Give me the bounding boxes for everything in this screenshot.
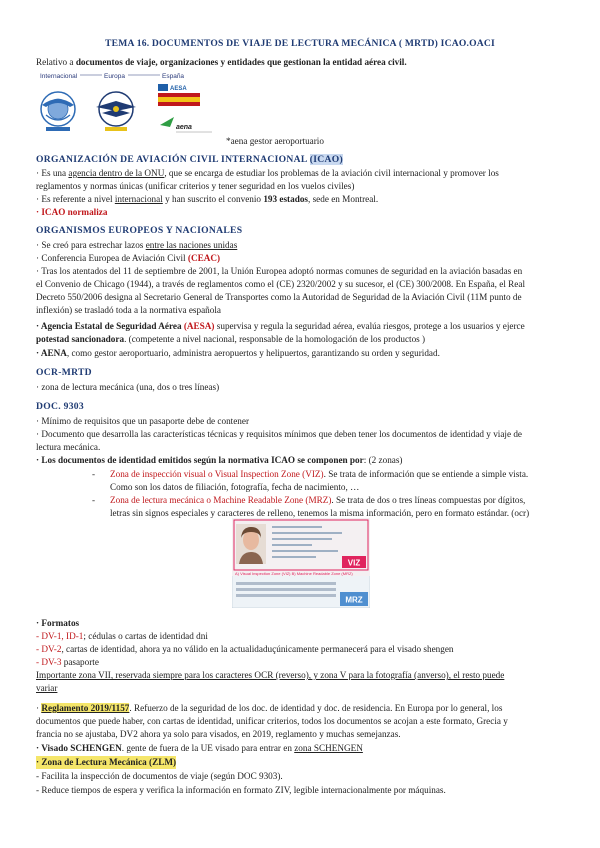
aena-logo-icon: [160, 117, 212, 132]
f2-red: - DV-2: [36, 644, 62, 654]
europa-l7-rest: supervisa y regula la seguridad aérea, evalúa riesgos, protege a los usuarios y ejerce: [214, 321, 525, 331]
ocr-l1: · zona de lectura mecánica (una, dos o tres líneas): [36, 382, 220, 392]
aena-caption: *aena gestor aeroportuario: [226, 136, 324, 146]
europa-l2-a: · Conferencia Europea de Aviación Civil: [36, 253, 188, 263]
reglamento-r2: documentos que puede haber, con cartas de identidad, unificar criterios, todos los documentos se acojan a este formato, Grecia y: [36, 716, 508, 726]
label-espana: España: [162, 73, 185, 80]
oaci-p1-b: , que se encarga de estudiar los problemas de la aviación civil internacional y promover los: [164, 168, 499, 178]
europa-l1-u: entre las naciones unidas: [145, 240, 238, 250]
europa-l6: inflexión) se trasladó toda a la normativa española: [36, 305, 221, 315]
id-card-image: [232, 518, 370, 608]
europa-l3: · Tras los atentados del 11 de septiembre de 2001, la Unión Europea adoptó normas comunes de seguridad en la aviación basadas en: [36, 266, 523, 276]
europa-l1: [36, 239, 237, 252]
viz-red: Zona de inspección visual o Visual Inspection Zone (VIZ): [110, 469, 324, 479]
ecac-logo-icon: [96, 92, 136, 131]
europa-l9-rest: , como gestor aeroportuario, administra aeropuertos y helipuertos, garantizando su orden y seguridad.: [66, 348, 440, 358]
intro-line: [36, 56, 407, 69]
formatos-f1: [36, 630, 208, 643]
ocr-heading: OCR-MRTD: [36, 367, 92, 378]
europa-l9: [36, 347, 440, 360]
oaci-heading-text: ORGANIZACIÓN DE AVIACIÓN CIVIL INTERNACIONAL: [36, 154, 308, 165]
oaci-p2: [36, 193, 378, 206]
viz-rest: . Se trata de información que se entiende a simple vista.: [323, 469, 529, 479]
oaci-p1-c: reglamentos y normas únicas (unificar criterios y tener seguridad en los vuelos civiles): [36, 181, 355, 191]
label-internacional: Internacional: [40, 73, 78, 80]
intro-bold: documentos de viaje, organizaciones y entidades que gestionan la entidad aérea civil.: [75, 57, 407, 67]
r1-bold: Reglamento 2019/1157: [41, 703, 130, 713]
europa-l2-tag: (CEAC): [187, 253, 221, 263]
oaci-p2-bold: 193 estados: [263, 194, 308, 204]
doc-heading: DOC. 9303: [36, 401, 85, 412]
r4-rest: . gente de fuera de la UE visado para entrar en: [121, 743, 295, 753]
oaci-p2-a: · Es referente a nivel: [36, 194, 115, 204]
aesa-logo-icon: [158, 84, 200, 106]
oaci-p2-u: internacional: [114, 194, 163, 204]
organization-logos: [36, 71, 336, 151]
mrz-dash: -: [92, 495, 96, 505]
oaci-p2-c: , sede en Montreal.: [308, 194, 379, 204]
formatos-f3: [36, 656, 99, 669]
formatos-f2: [36, 643, 454, 656]
reglamento-r3: francia no se ajustaba, DV2 ahora ya solo para visados, en 2019, reglamento y muchas semejanzas.: [36, 729, 401, 739]
oaci-p1-u: agencia dentro de la ONU: [68, 168, 165, 178]
europa-l8-bold: potestad sancionadora: [36, 334, 125, 344]
doc-l3: lectura mecánica.: [36, 442, 101, 452]
icao-logo-icon: [41, 92, 75, 131]
doc-l2: · Documento que desarrolla las características técnicas y requisitos mínimos que deben tener los documentos de identidad y viaje de: [36, 429, 523, 439]
oaci-p1-a: · Es una: [36, 168, 69, 178]
aesa-logo-text: AESA: [170, 86, 187, 92]
oaci-p2-b: y han suscrito el convenio: [162, 194, 264, 204]
mrz-line: [110, 494, 570, 507]
label-europa: Europa: [104, 73, 125, 80]
europa-l8: [36, 333, 425, 346]
r4-bold: · Visado SCHENGEN: [36, 743, 122, 753]
europa-l8-rest: . (competente a nivel nacional, responsable de la homologación de los productos ): [124, 334, 426, 344]
intro-prefix: Relativo a: [36, 57, 76, 67]
europa-l2: [36, 252, 220, 265]
f1-red: - DV-1, ID-1: [36, 631, 84, 641]
oaci-p3: · ICAO normaliza: [36, 207, 108, 217]
oaci-heading: [36, 154, 343, 167]
f3-rest: pasaporte: [61, 657, 99, 667]
card-caption: A) Visual Inspection Zone (VIZ) B) Machine Readable Zone (MRZ): [235, 571, 353, 576]
europa-l7: [36, 320, 525, 333]
oaci-p1: [36, 167, 499, 180]
viz-dash: -: [92, 469, 96, 479]
europa-heading: ORGANISMOS EUROPEOS Y NACIONALES: [36, 225, 243, 236]
formatos-u2: variar: [36, 683, 58, 693]
doc-l4-rest: : (2 zonas): [363, 455, 403, 465]
europa-l5: Decreto 550/2006 designa al Secretario General de Transportes como la Autoridad de Seguridad de la Aviación Civil (11M punto de: [36, 292, 522, 302]
f3-red: - DV-3: [36, 657, 62, 667]
reglamento-r7: - Reduce tiempos de espera y verifica la información en formato ZIV, legible internacionalmente por máquinas.: [36, 785, 446, 795]
mrz-line-2: letras sin signos especiales y caracteres de relleno, tenemos la misma información, pero en formato estándar. (ocr): [110, 508, 530, 518]
reglamento-r4: [36, 742, 363, 755]
f2-rest: , cartas de identidad, ahora ya no válido en la actualidaduçúnicamente permanecerá para el visado shengen: [61, 644, 454, 654]
europa-l7-tag: (AESA): [183, 321, 215, 331]
europa-l9-bold: · AENA: [36, 348, 67, 358]
f1-rest: ; cédulas o cartas de identidad dni: [83, 631, 208, 641]
formatos-heading: · Formatos: [36, 618, 80, 628]
aena-logo-text: aena: [176, 124, 192, 131]
reglamento-r6: - Facilita la inspección de documentos de viaje (según DOC 9303).: [36, 771, 283, 781]
id-card-svg: [232, 518, 370, 608]
europa-l1-a: · Se creó para estrechar lazos: [36, 240, 146, 250]
oaci-heading-tag: (ICAO): [309, 154, 343, 165]
mrz-rest: . Se trata de dos o tres líneas compuestas por dígitos,: [331, 495, 526, 505]
r4-u: zona SCHENGEN: [294, 743, 363, 753]
r1-dot: ·: [36, 703, 42, 713]
r1-rest: . Refuerzo de la seguridad de los doc. de identidad y doc. de residencia. En Europa por lo general, los: [129, 703, 503, 713]
doc-l4-bold: · Los documentos de identidad emitidos según la normativa ICAO se componen por: [36, 455, 364, 465]
doc-l4: [36, 454, 403, 467]
card-viz-label: VIZ: [347, 558, 361, 568]
reglamento-r5: · Zona de Lectura Mecánica (ZLM): [36, 757, 177, 767]
europa-l4: el Convenio de Chicago (1944), a través de reglamentos como el (CE) 2320/2002 y su sucesor, el (CE) 300/2008. En España, el Real: [36, 279, 526, 289]
reglamento-r1: [36, 702, 502, 715]
viz-line-2: Como son los datos de filiación, fotografía, fecha de nacimiento, …: [110, 482, 360, 492]
viz-line: [110, 468, 570, 481]
card-mrz-label: MRZ: [345, 595, 363, 605]
doc-l1: · Mínimo de requisitos que un pasaporte debe de contener: [36, 416, 250, 426]
mrz-red: Zona de lectura mecánica o Machine Readable Zone (MRZ): [110, 495, 332, 505]
document-title: TEMA 16. DOCUMENTOS DE VIAJE DE LECTURA MECÁNICA ( MRTD) ICAO.OACI: [105, 38, 495, 49]
europa-l7-bold: · Agencia Estatal de Seguridad Aérea: [36, 321, 184, 331]
formatos-u1: Importante zona VII, reservada siempre para los caracteres OCR (reverso), y zona V para la fotografía (anverso), el resto puede: [36, 670, 505, 680]
